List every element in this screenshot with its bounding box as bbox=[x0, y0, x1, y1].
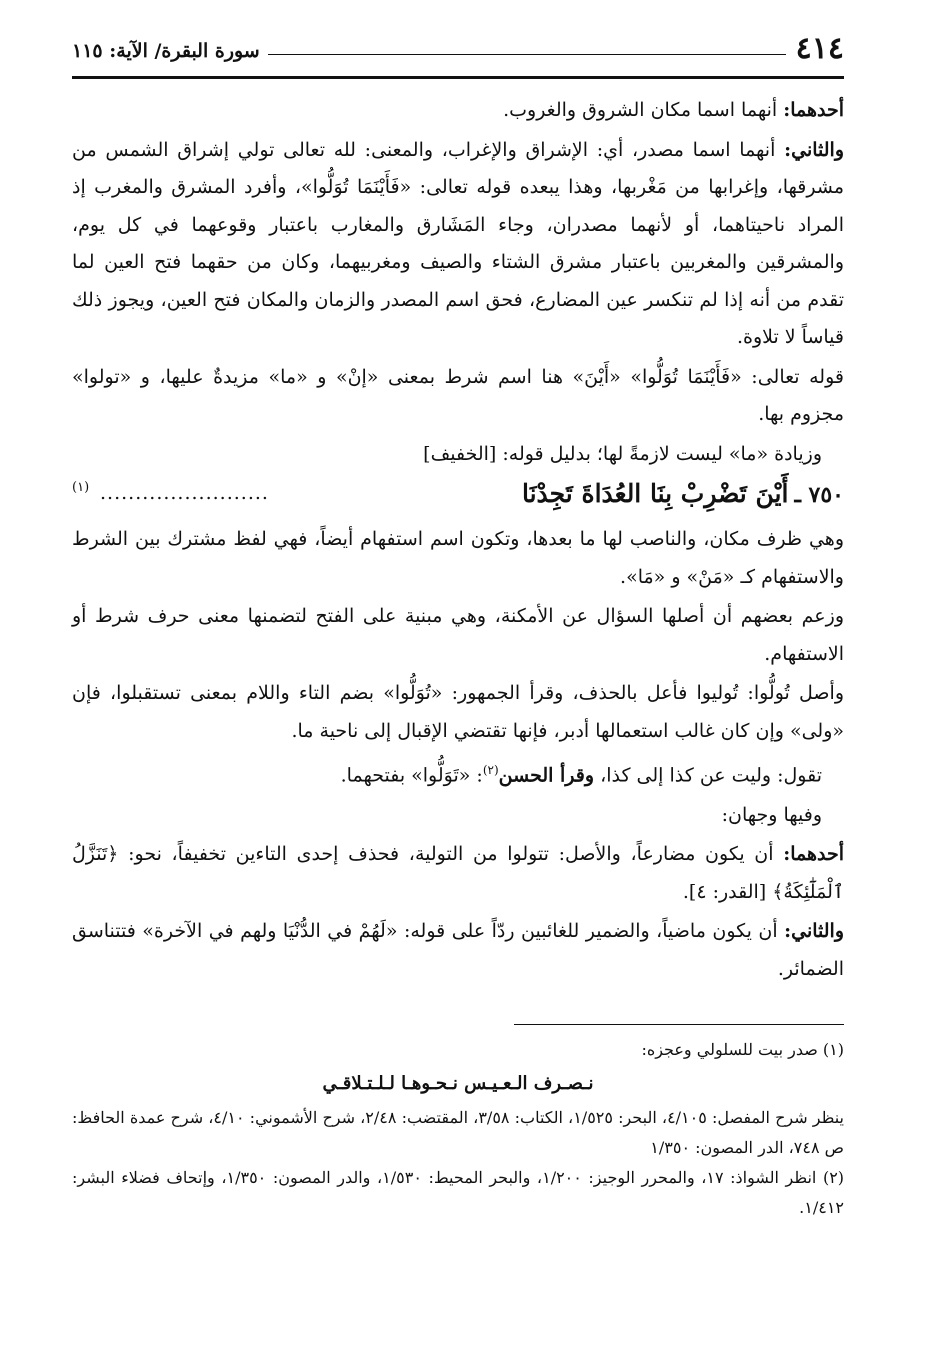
header-rule bbox=[72, 76, 844, 79]
page-number: ٤١٤ bbox=[795, 31, 844, 66]
poetry-verse bbox=[72, 475, 844, 519]
running-title: سورة البقرة/ الآية: ١١٥ bbox=[72, 38, 268, 64]
paragraph-text: أن يكون مضارعاً، والأصل: تتولوا من التولية، فحذف إحدى التاءين تخفيفاً، نحو: ﴿تَنَزَّلُ ٱلْمَلَٰٓئِكَةُ﴾ [القدر: ٤]. bbox=[72, 843, 844, 903]
paragraph-text: تقول: وليت عن كذا إلى كذا، bbox=[594, 764, 822, 787]
paragraph-text: وزعم بعضهم أن أصلها السؤال عن الأمكنة، وهي مبنية على الفتح لتضمنها معنى حرف شرط أو الاستفهام. bbox=[72, 605, 844, 665]
paragraph bbox=[72, 92, 844, 130]
paragraph bbox=[72, 436, 844, 474]
paragraph bbox=[72, 913, 844, 988]
paragraph bbox=[72, 836, 844, 911]
book-page bbox=[72, 30, 844, 1348]
paragraph bbox=[72, 132, 844, 357]
paragraph-lead: أحدهما: bbox=[783, 99, 844, 121]
verse-text: أَيْنَ تَضْرِبْ بِنَا العُدَاةَ تَجِدْنَا bbox=[521, 479, 789, 508]
paragraph-text: أنهما اسما مصدر، أي: الإشراق والإغراب، والمعنى: لله تعالى تولي إشراق الشمس من مشرقها، وإغرابها من مَغْربها، وهذا يبعده قوله تعالى: «فَأَيْنَمَا تُوَلُّوا»، وأفرد المشرق والمغرب إذ المراد ناحيتاهما، أو لأنهما مصدران، وجاء المَشَارق والمغارب باعتبار وقوعهما في كل يوم، والمشرقين والمغربين باعتبار مشرق الشتاء والصيف ومغربيهما، وكان من حقهما فتح العين لما تقدم من أنه إذا لم تنكسر عين المضارع، فحق اسم المصدر والزمان والمكان فتح العين، ويجوز ذلك قياساً لا تلاوة. bbox=[72, 138, 844, 348]
paragraph-lead: والثاني: bbox=[784, 920, 844, 943]
paragraph bbox=[72, 521, 844, 596]
paragraph bbox=[72, 752, 844, 795]
verse-number: ٧٥٠ ـ bbox=[794, 482, 844, 508]
paragraph bbox=[72, 359, 844, 434]
paragraph-lead: والثاني: bbox=[784, 138, 844, 161]
paragraph-lead: أحدهما: bbox=[783, 843, 844, 866]
header-line bbox=[262, 54, 786, 55]
paragraph-text: وأصل تُولُّوا: تُوليوا فأعل بالحذف، وقرأ الجمهور: «تُوَلُّوا» بضم التاء واللام بمعنى تستقبلوا، فإن «ولى» وإن كان غالب استعمالها أدبر، فإنها تقتضي الإقبال إلى ناحية ما. bbox=[72, 682, 844, 742]
paragraph bbox=[72, 797, 844, 835]
footnote-1-intro: (١) صدر بيت للسلولي وعجزه: bbox=[641, 1040, 844, 1060]
paragraph-text: : «تَوَلُّوا» بفتحهما. bbox=[340, 764, 483, 787]
footnote-1-verse: نـصـرف الـعـيـس نـحـوهـا لـلـتـلاقـي bbox=[322, 1073, 594, 1095]
footnote-2: (٢) انظر الشواذ: ١٧، والمحرر الوجيز: ١/٢٠٠، والبحر المحيط: ١/٥٣٠، والدر المصون: ١/٣٥٠، وإتحاف فضلاء البشر: ١/٤١٢. bbox=[72, 1168, 845, 1218]
reader-name: وقرأ الحسن bbox=[498, 764, 595, 787]
paragraph-text: قوله تعالى: «فَأَيْنَمَا تُوَلُّوا» «أَيْنَ» هنا اسم شرط بمعنى «إنْ» و «ما» مزيدةٌ عليها، و «تولوا» مجزوم بها. bbox=[72, 365, 844, 425]
main-text bbox=[72, 92, 844, 988]
paragraph-text: وفيها وجهان: bbox=[721, 803, 822, 826]
paragraph-text: أنهما اسما مكان الشروق والغروب. bbox=[503, 99, 784, 121]
footnote-rule bbox=[514, 1024, 844, 1025]
paragraph bbox=[72, 675, 844, 750]
paragraph-text: وهي ظرف مكان، والناصب لها ما بعدها، وتكون اسم استفهام أيضاً، فهي لفظ مشترك بين الشرط والاستفهام كـ «مَنْ» و «مَا». bbox=[72, 528, 844, 588]
page-header bbox=[72, 30, 844, 74]
verse-dots: ........................ bbox=[100, 482, 269, 504]
paragraph-text: وزيادة «ما» ليست لازمةً لها؛ بدليل قوله: [الخفيف] bbox=[423, 442, 822, 465]
footnote-ref: (٢) bbox=[482, 763, 499, 777]
footnote-1-refs: ينظر شرح المفصل: ٤/١٠٥، البحر: ١/٥٢٥، الكتاب: ٣/٥٨، المقتضب: ٢/٤٨، شرح الأشموني: ٤/١٠، شرح عمدة الحافظ: ص ٧٤٨، الدر المصون: ١/٣٥٠ bbox=[72, 1108, 845, 1158]
footnotes bbox=[72, 1035, 844, 1223]
paragraph bbox=[72, 598, 844, 673]
footnote-ref: (١) bbox=[72, 480, 90, 495]
paragraph-text: أن يكون ماضياً، والضمير للغائبين ردّاً على قوله: «لَهُمْ في الدُّنْيَا ولهم في الآخرة» فتتناسق الضمائر. bbox=[72, 920, 844, 980]
